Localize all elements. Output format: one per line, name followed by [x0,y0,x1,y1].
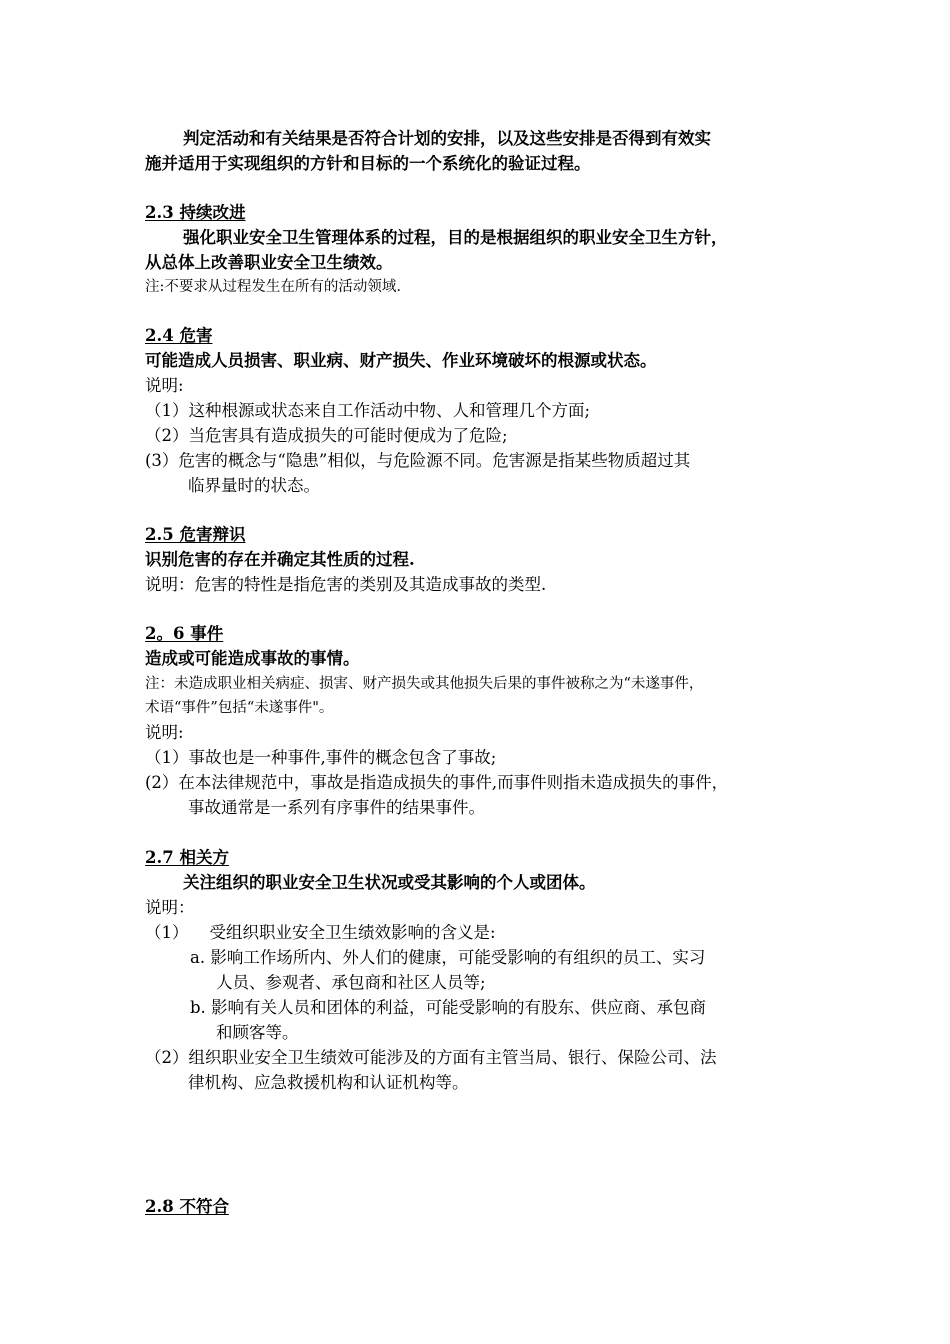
section-2-4-definition: 可能造成人员损害、职业病、财产损失、作业环境破坏的根源或状态。 [145,351,657,370]
section-2-6-heading: 2。6 事件 [145,624,224,643]
section-2-6-item-2-line2: 事故通常是一系列有序事件的结果事件。 [188,798,485,817]
section-2-7-item-1: （1） 受组织职业安全卫生绩效影响的含义是: [145,923,496,942]
section-2-3-definition-line1: 强化职业安全卫生管理体系的过程，目的是根据组织的职业安全卫生方针， [183,228,728,247]
section-2-4-item-3-line1: (3）危害的概念与“隐患”相似，与危险源不同。危害源是指某些物质超过其 [145,451,691,470]
section-2-7-item-2-line2: 律机构、应急救援机构和认证机构等。 [188,1073,469,1092]
section-2-4-item-1: （1）这种根源或状态来自工作活动中物、人和管理几个方面; [145,401,591,420]
section-2-7-item-b-line2: 和顾客等。 [216,1023,299,1042]
section-2-3-heading: 2.3 持续改进 [145,203,246,222]
section-2-7-heading: 2.7 相关方 [145,848,229,867]
section-2-6-note-line2: 术语“事件”包括“未遂事件"。 [145,700,334,716]
section-2-6-explain-label: 说明: [145,723,184,742]
section-2-3-note: 注:不要求从过程发生在所有的活动领域. [145,279,401,295]
section-2-6-item-2-line1: (2）在本法律规范中，事故是指造成损失的事件,而事件则指未造成损失的事件， [145,773,729,792]
section-2-8-heading: 2.8 不符合 [145,1197,229,1216]
section-2-4-heading: 2.4 危害 [145,326,213,345]
section-2-4-explain-label: 说明: [145,376,184,395]
section-2-7-explain-label: 说明： [145,898,195,917]
section-2-7-item-a-line2: 人员、参观者、承包商和社区人员等; [216,973,486,992]
intro-definition-line1: 判定活动和有关结果是否符合计划的安排，以及这些安排是否得到有效实 [183,129,711,148]
section-2-6-item-1: （1）事故也是一种事件,事件的概念包含了事故; [145,748,497,767]
intro-definition-line2: 施并适用于实现组织的方针和目标的一个系统化的验证过程。 [145,154,591,173]
section-2-7-item-a-line1: a. 影响工作场所内、外人们的健康，可能受影响的有组织的员工、实习 [190,948,706,967]
section-2-4-item-3-line2: 临界量时的状态。 [188,476,320,495]
section-2-5-explain: 说明：危害的特性是指危害的类别及其造成事故的类型. [145,575,547,594]
section-2-5-definition: 识别危害的存在并确定其性质的过程. [145,550,415,569]
section-2-6-definition: 造成或可能造成事故的事情。 [145,649,360,668]
section-2-6-note-line1: 注：未造成职业相关病症、损害、财产损失或其他损失后果的事件被称之为“未遂事件， [145,676,704,692]
section-2-4-item-2: （2）当危害具有造成损失的可能时便成为了危险; [145,426,508,445]
section-2-7-item-b-line1: b. 影响有关人员和团体的利益，可能受影响的有股东、供应商、承包商 [190,998,707,1017]
section-2-7-item-2-line1: （2）组织职业安全卫生绩效可能涉及的方面有主管当局、银行、保险公司、法 [145,1048,717,1067]
section-2-7-definition: 关注组织的职业安全卫生状况或受其影响的个人或团体。 [183,873,596,892]
section-2-3-definition-line2: 从总体上改善职业安全卫生绩效。 [145,253,393,272]
section-2-5-heading: 2.5 危害辩识 [145,525,246,544]
